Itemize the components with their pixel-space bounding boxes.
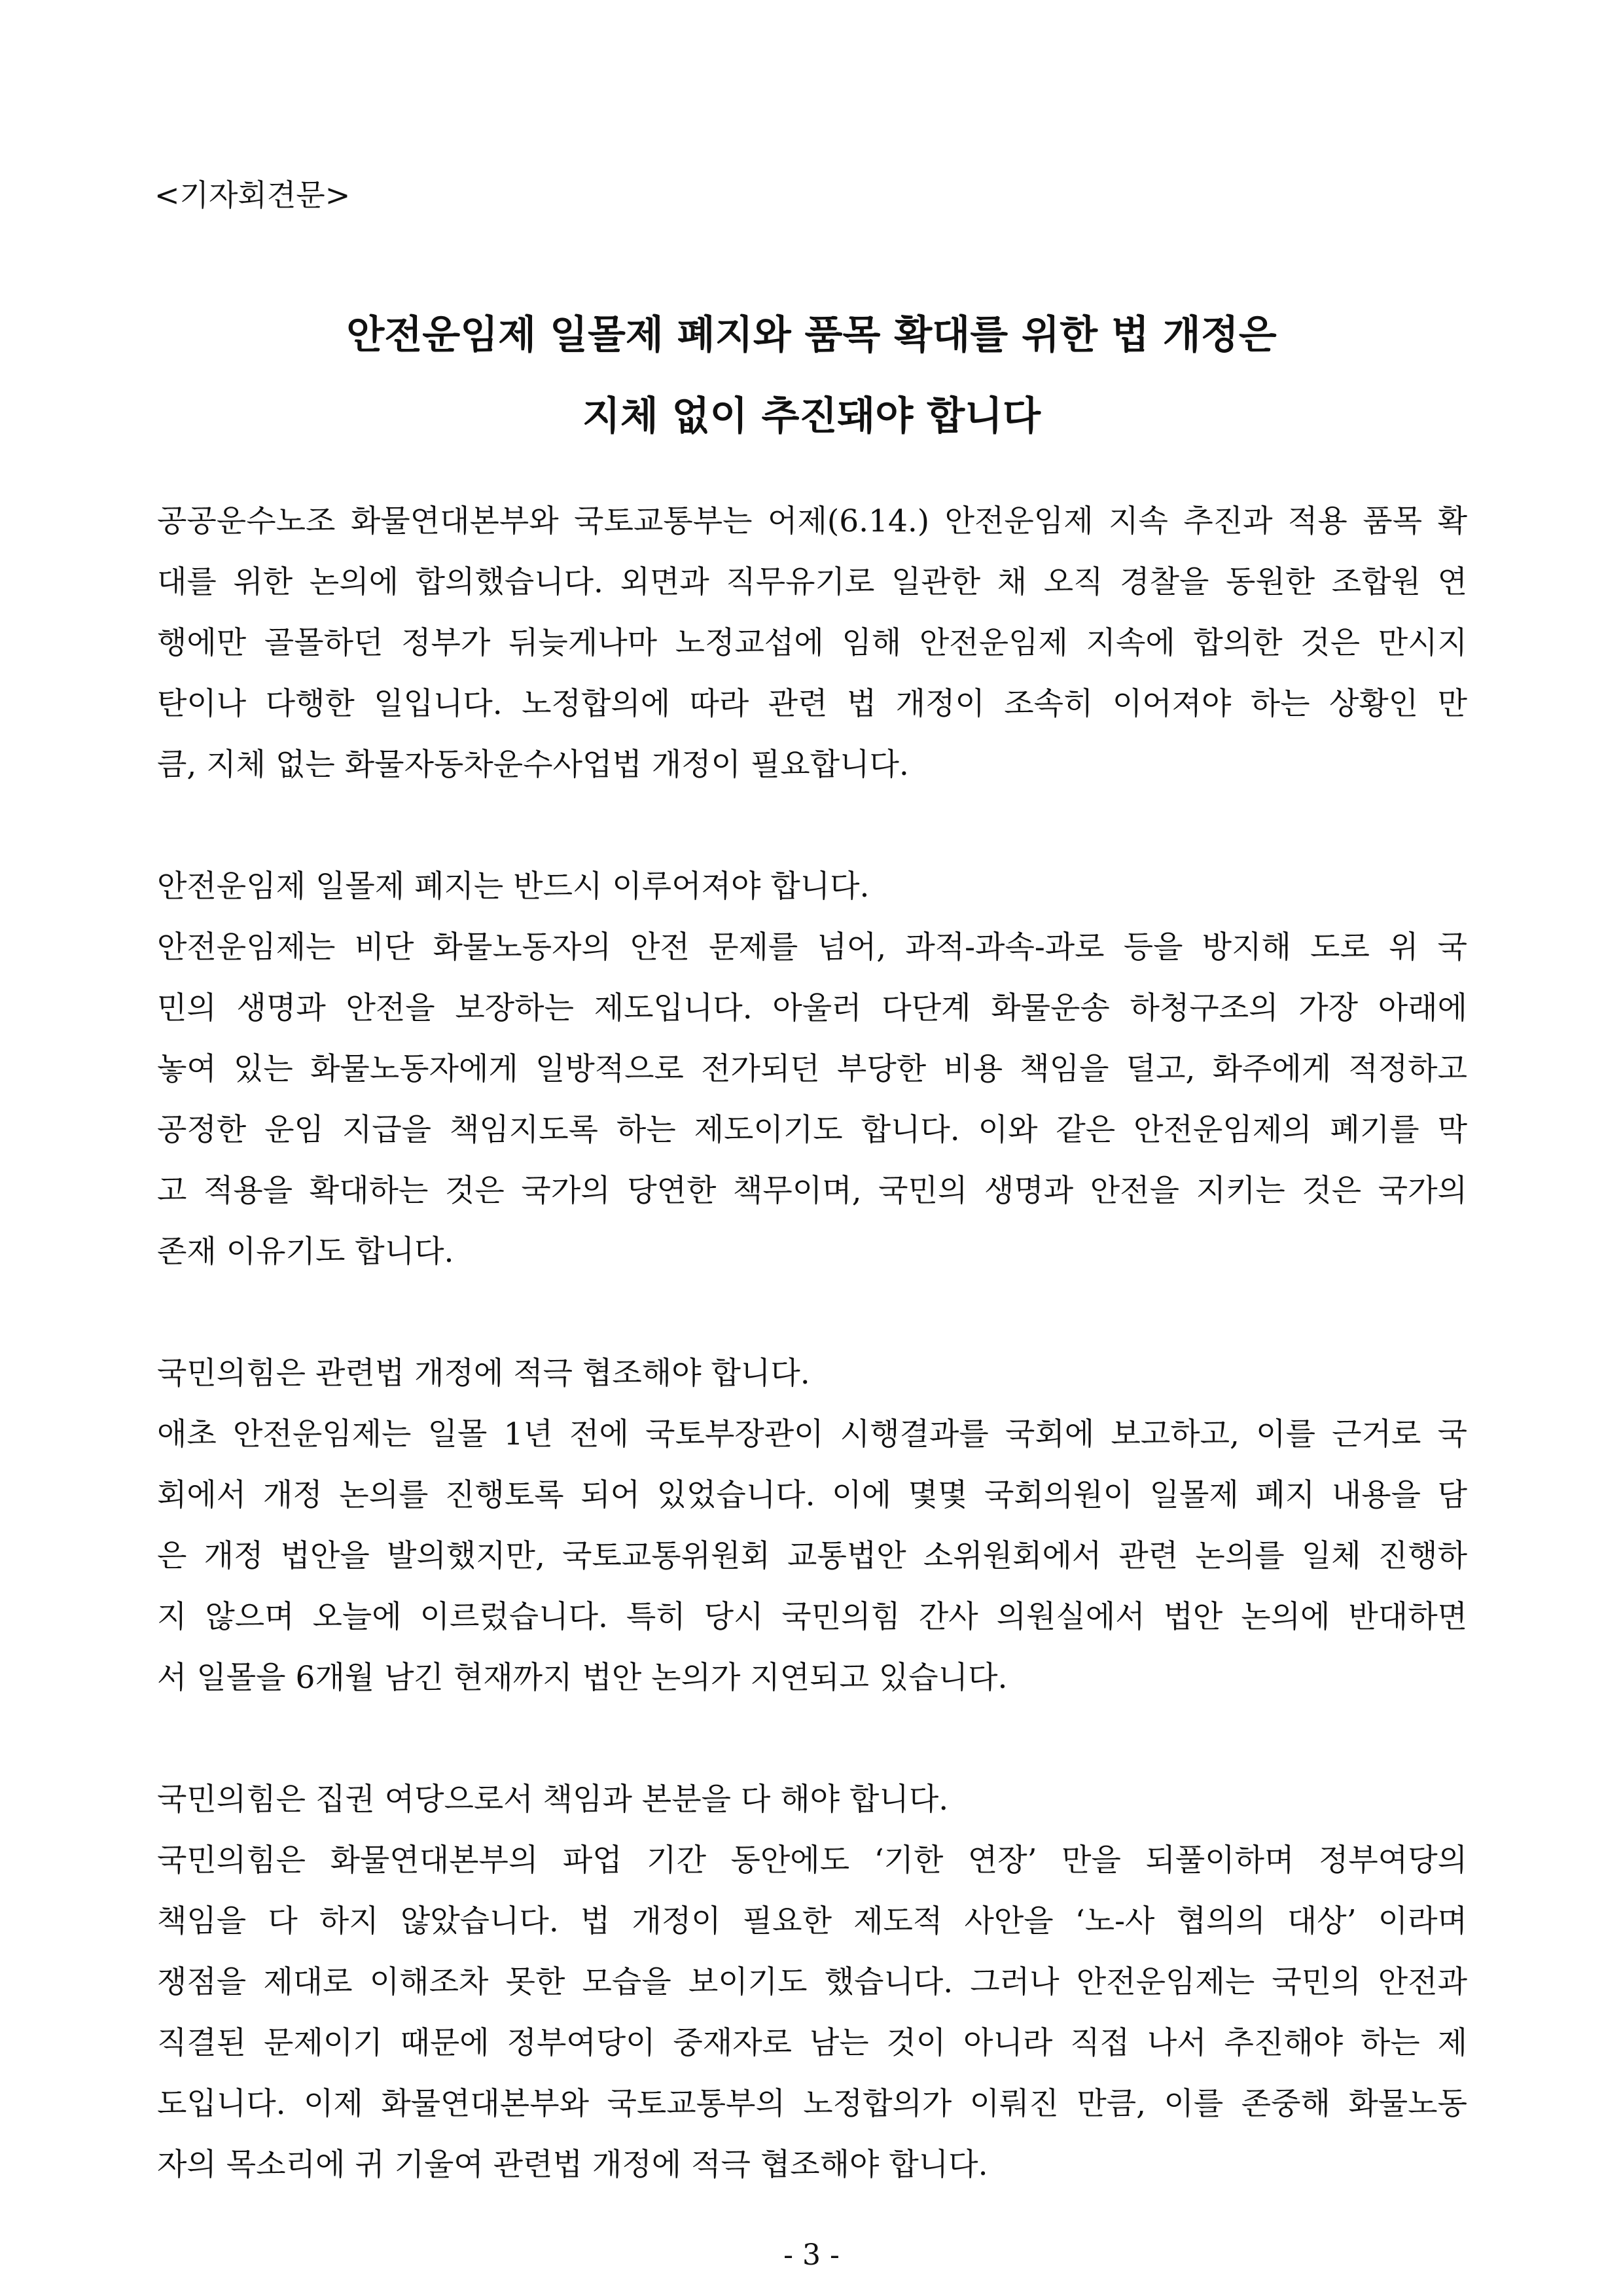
paragraph-line: 큼, 지체 없는 화물자동차운수사업법 개정이 필요합니다.: [157, 747, 909, 783]
document-title: [0, 295, 1623, 457]
paragraph-line: 국민의힘은 화물연대본부의 파업 기간 동안에도 ‘기한 연장’ 만을 되풀이하며 정부여당의: [157, 1842, 1467, 1878]
paragraph-3: [157, 1343, 1467, 1708]
paragraph-4: [157, 1769, 1467, 2195]
document-type-label: <기자회견문>: [154, 177, 351, 213]
section-heading: 안전운임제 일몰제 폐지는 반드시 이루어져야 합니다.: [157, 869, 870, 905]
paragraph-line: 자의 목소리에 귀 기울여 관련법 개정에 적극 협조해야 합니다.: [157, 2147, 988, 2183]
title-line-1: 안전운임제 일몰제 폐지와 품목 확대를 위한 법 개정은: [346, 312, 1277, 358]
paragraph-spacer: [157, 1282, 1467, 1343]
title-line-2: 지체 없이 추진돼야 합니다: [582, 393, 1041, 439]
paragraph-line: 은 개정 법안을 발의했지만, 국토교통위원회 교통법안 소위원회에서 관련 논의를 일체 진행하: [157, 1538, 1467, 1574]
paragraph-line: 행에만 골몰하던 정부가 뒤늦게나마 노정교섭에 임해 안전운임제 지속에 합의한 것은 만시지: [157, 625, 1467, 661]
paragraph-line: 애초 안전운임제는 일몰 1년 전에 국토부장관이 시행결과를 국회에 보고하고, 이를 근거로 국: [157, 1416, 1467, 1452]
paragraph-line: 안전운임제는 비단 화물노동자의 안전 문제를 넘어, 과적-과속-과로 등을 방지해 도로 위 국: [157, 929, 1467, 965]
paragraph-line: 공정한 운임 지급을 책임지도록 하는 제도이기도 합니다. 이와 같은 안전운임제의 폐기를 막: [157, 1112, 1467, 1148]
paragraph-line: 직결된 문제이기 때문에 정부여당이 중재자로 남는 것이 아니라 직접 나서 추진해야 하는 제: [157, 2025, 1467, 2061]
paragraph-line: 대를 위한 논의에 합의했습니다. 외면과 직무유기로 일관한 채 오직 경찰을 동원한 조합원 연: [157, 564, 1467, 600]
paragraph-line: 도입니다. 이제 화물연대본부와 국토교통부의 노정합의가 이뤄진 만큼, 이를 존중해 화물노동: [157, 2086, 1467, 2122]
paragraph-line: 서 일몰을 6개월 남긴 현재까지 법안 논의가 지연되고 있습니다.: [157, 1660, 1008, 1696]
paragraph-line: 민의 생명과 안전을 보장하는 제도입니다. 아울러 다단계 화물운송 하청구조의 가장 아래에: [157, 990, 1467, 1026]
paragraph-2: [157, 856, 1467, 1282]
page-number: - 3 -: [783, 2238, 840, 2272]
paragraph-line: 탄이나 다행한 일입니다. 노정합의에 따라 관련 법 개정이 조속히 이어져야 하는 상황인 만: [157, 686, 1467, 722]
section-heading: 국민의힘은 관련법 개정에 적극 협조해야 합니다.: [157, 1355, 810, 1391]
paragraph-line: 회에서 개정 논의를 진행토록 되어 있었습니다. 이에 몇몇 국회의원이 일몰제 폐지 내용을 담: [157, 1477, 1467, 1513]
paragraph-line: 고 적용을 확대하는 것은 국가의 당연한 책무이며, 국민의 생명과 안전을 지키는 것은 국가의: [157, 1173, 1467, 1209]
paragraph-spacer: [157, 1708, 1467, 1769]
paragraph-line: 공공운수노조 화물연대본부와 국토교통부는 어제(6.14.) 안전운임제 지속 추진과 적용 품목 확: [157, 503, 1467, 539]
document-body: [157, 491, 1467, 2195]
paragraph-line: 책임을 다 하지 않았습니다. 법 개정이 필요한 제도적 사안을 ‘노-사 협의의 대상’ 이라며: [157, 1903, 1467, 1939]
paragraph-line: 존재 이유기도 합니다.: [157, 1234, 454, 1270]
paragraph-line: 지 않으며 오늘에 이르렀습니다. 특히 당시 국민의힘 간사 의원실에서 법안 논의에 반대하면: [157, 1599, 1467, 1635]
paragraph-line: 놓여 있는 화물노동자에게 일방적으로 전가되던 부당한 비용 책임을 덜고, 화주에게 적정하고: [157, 1051, 1467, 1087]
section-heading: 국민의힘은 집권 여당으로서 책임과 본분을 다 해야 합니다.: [157, 1782, 949, 1818]
paragraph-line: 쟁점을 제대로 이해조차 못한 모습을 보이기도 했습니다. 그러나 안전운임제는 국민의 안전과: [157, 1964, 1467, 2000]
paragraph-spacer: [157, 795, 1467, 856]
paragraph-1: [157, 491, 1467, 795]
